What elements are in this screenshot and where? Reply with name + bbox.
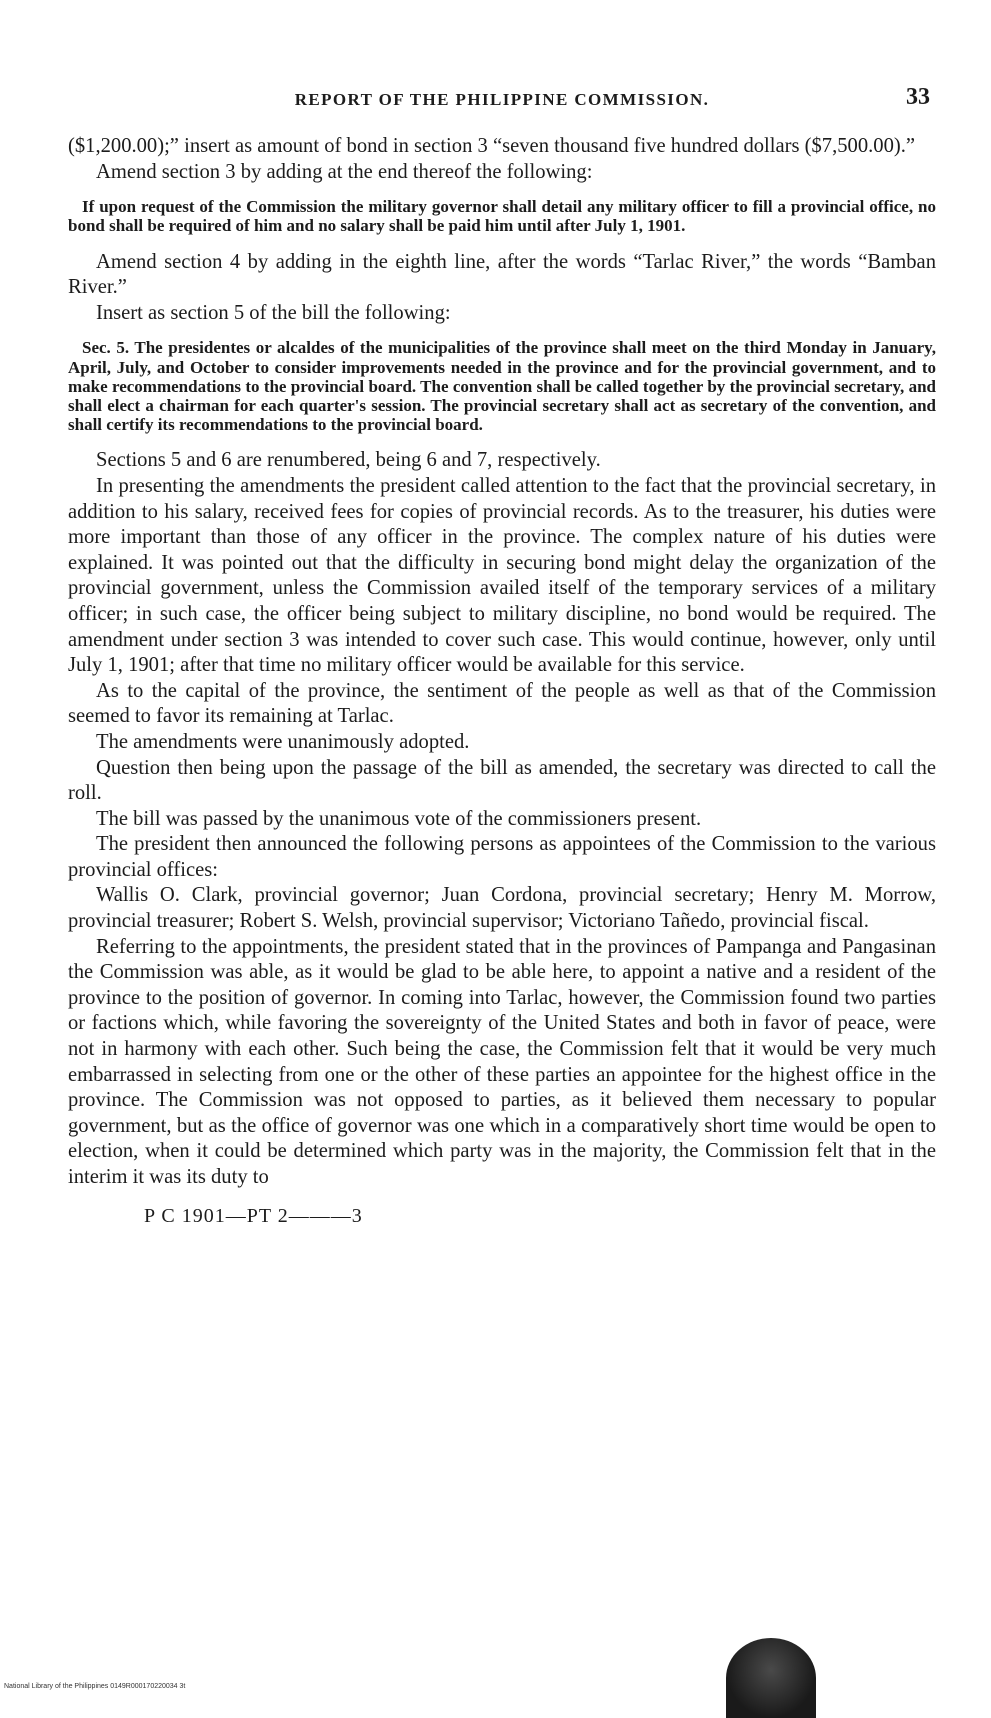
page-header: [68, 84, 936, 118]
library-stamp: National Library of the Philippines 0149R000170220034 3t: [4, 1683, 186, 1690]
paragraph-insert-section-5: Insert as section 5 of the bill the following:: [96, 301, 451, 324]
paragraph-president-amendments: In presenting the amendments the president called attention to the fact that the provincial secretary, in addition to his salary, received fees for copies of provincial records. As to the treasurer, his duties were more important than those of any officer in the province. The complex nature of his duties were explained. It was pointed out that the difficulty in securing bond might delay the organization of the provincial government, unless the Commission availed itself of the temporary services of a military officer; in such case, the officer being subject to military discipline, no bond would be required. The amendment under section 3 was intended to cover such case. This would continue, however, only until July 1, 1901; after that time no military officer would be available for this service.: [68, 474, 936, 677]
quoted-amendment-military-officer: If upon request of the Commission the military governor shall detail any military officer to fill a provincial office, no bond shall be required of him and no salary shall be paid him until after July 1, 1901.: [68, 197, 936, 236]
paragraph-referring-appointments: Referring to the appointments, the president stated that in the provinces of Pampanga and Pangasinan the Commission was able, as it would be glad to be able here, to appoint a native and a resident of the province to the position of governor. In coming into Tarlac, however, the Commission found two parties or factions which, while favoring the sovereignty of the United States and both in favor of peace, were not in harmony with each other. Such being the case, the Commission felt that it would be very much embarrassed in selecting from one or the other of these parties an appointee for the highest office in the province. The Commission was not opposed to parties, as it believed them necessary to popular government, but as the office of governor was one which in a comparatively short time would be open to election, when it could be determined which party was in the majority, the Commission felt that in the interim it was its duty to: [68, 935, 936, 1189]
paragraph-bond-amount: ($1,200.00);” insert as amount of bond in section 3 “seven thousand five hundred dollars ($7,500.00).”: [68, 135, 916, 157]
paragraph-question: Question then being upon the passage of the bill as amended, the secretary was directed to call the roll.: [68, 756, 936, 805]
paragraph-appointees-intro: The president then announced the following persons as appointees of the Commission to the various provincial offices:: [68, 833, 936, 881]
scanner-thumb-shadow: [726, 1638, 816, 1718]
page-number: 33: [906, 84, 930, 110]
paragraph-bill-passed: The bill was passed by the unanimous vote of the commissioners present.: [96, 807, 702, 830]
signature-mark: P C 1901—PT 2———3: [144, 1204, 363, 1227]
running-head: REPORT OF THE PHILIPPINE COMMISSION.: [294, 90, 710, 109]
paragraph-amend-section-3: Amend section 3 by adding at the end thereof the following:: [96, 160, 593, 183]
paragraph-renumbered: Sections 5 and 6 are renumbered, being 6 and 7, respectively.: [96, 449, 601, 472]
document-page: [68, 84, 936, 1228]
quoted-section-5: Sec. 5. The presidentes or alcaldes of the municipalities of the province shall meet on the third Monday in January, April, July, and October to consider improvements needed in the province and for the provincial government, and to make recommendations to the provincial board. The convention shall be called together by the provincial secretary, and shall elect a chairman for each quarter's session. The provincial secretary shall act as secretary of the convention, and shall certify its recommendations to the provincial board.: [68, 338, 936, 435]
paragraph-appointees-list: Wallis O. Clark, provincial governor; Juan Cordona, provincial secretary; Henry M. Morrow, provincial treasurer; Robert S. Welsh, provincial supervisor; Victoriano Tañedo, provincial fiscal.: [68, 884, 936, 933]
paragraph-capital: As to the capital of the province, the sentiment of the people as well as that of the Commission seemed to favor its remaining at Tarlac.: [68, 679, 936, 728]
paragraph-adopted: The amendments were unanimously adopted.: [96, 730, 470, 753]
paragraph-amend-section-4: Amend section 4 by adding in the eighth line, after the words “Tarlac River,” the words “Bamban River.”: [68, 250, 936, 299]
